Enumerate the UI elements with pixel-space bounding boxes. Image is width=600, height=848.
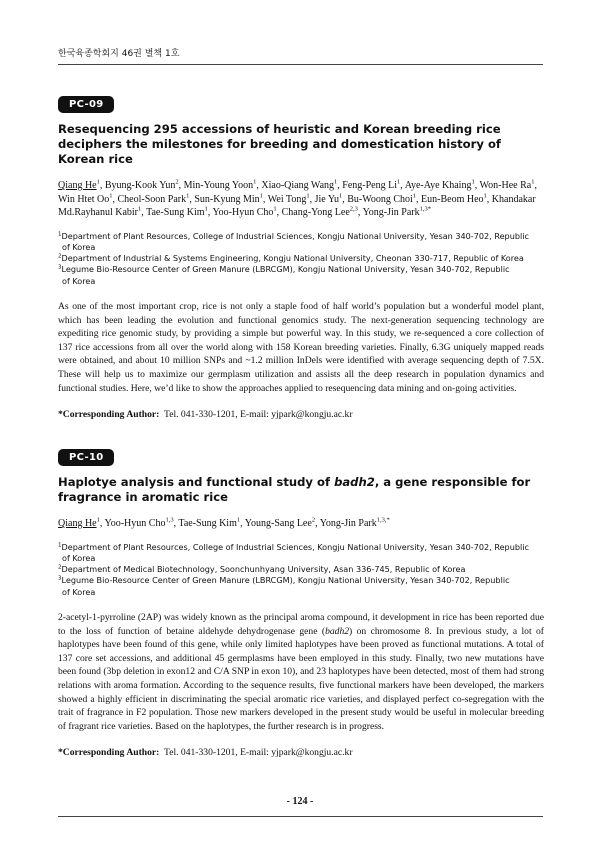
section-tag: PC-09 (58, 96, 114, 113)
paper-title: Haplotye analysis and functional study of badh2, a gene responsible for fragrance in aromatic rice (58, 475, 531, 504)
running-head: 한국육종학회지 46권 별책 1호 (58, 49, 180, 59)
header-divider (58, 64, 543, 65)
corresponding-author: *Corresponding Author: Tel. 041-330-1201, E-mail: yjpark@kongju.ac.kr (58, 747, 353, 759)
affiliation-1: $^1$Department of Plant Resources, College of Industrial Sciences, Kongju National University, Yesan 340-702, Republic of Korea (58, 541, 529, 563)
author-name: Yong-Jin Park$^{1,3*}$ (362, 205, 431, 218)
author-name: Chang-Yong Lee$^{2,3}$ (281, 205, 358, 218)
author-name: Qiang He$^1$ (58, 178, 100, 191)
author-name: Yoo-Hyun Cho$^{1,3}$ (104, 516, 174, 529)
author-name: Wei Tong$^1$ (267, 192, 310, 205)
affiliation-3: $^3$Legume Bio-Resource Center of Green Manure (LBRCGM), Kongju National University, Yesan 340-702, Republic of Korea (58, 264, 510, 286)
paper-title: Resequencing 295 accessions of heuristic and Korean breeding rice deciphers the milestones for breeding and domestication history of Korean rice (58, 122, 501, 166)
corresponding-author: *Corresponding Author: Tel. 041-330-1201, E-mail: yjpark@kongju.ac.kr (58, 409, 353, 421)
author-name: Sun-Kyung Min$^1$ (194, 192, 263, 205)
author-name: Young-Sang Lee$^2$ (244, 516, 316, 529)
footer-divider (58, 816, 543, 817)
author-name: Qiang He$^1$ (58, 516, 100, 529)
author-name: Xiao-Qiang Wang$^1$ (261, 178, 338, 191)
abstract-section-pc10 (58, 447, 544, 758)
author-name: Win Htet Oo$^1$ (58, 192, 113, 205)
author-name: Yong-Jin Park$^{1,3,*}$ (319, 516, 390, 529)
author-name: Khandakar Md.Rayhanul Kabir$^1$ (58, 193, 536, 218)
affiliation-2: $^2$Department of Medical Biotechnology, Soonchunhyang University, Asan 336-745, Republic of Korea (58, 564, 466, 575)
page-number: - 124 - (286, 796, 314, 807)
author-name: Tae-Sung Kim$^1$ (146, 205, 208, 218)
author-name: Yoo-Hyun Cho$^1$ (212, 205, 277, 218)
abstract-section-pc09 (58, 94, 544, 420)
author-name: Cheol-Soon Park$^1$ (117, 192, 190, 205)
author-name: Min-Young Yoon$^1$ (183, 178, 257, 191)
author-name: Byung-Kook Yun$^2$ (104, 178, 179, 191)
section-tag: PC-10 (58, 449, 114, 466)
author-name: Tae-Sung Kim$^1$ (178, 516, 241, 529)
affiliation-3: $^3$Legume Bio-Resource Center of Green Manure (LBRCGM), Kongju National University, Yesan 340-702, Republic of Korea (58, 575, 510, 597)
author-list: Qiang He$^1$, Yoo-Hyun Cho$^{1,3}$, Tae-Sung Kim$^1$, Young-Sang Lee$^2$, Yong-Jin Park$^{1,3,*}$ (58, 516, 390, 529)
affiliation-2: $^2$Department of Industrial & Systems Engineering, Kongju National University, Cheonan 330-717, Republic of Korea (58, 253, 524, 264)
author-name: Won-Hee Ra$^1$ (479, 178, 535, 191)
affiliation-list (58, 231, 544, 287)
affiliation-list (58, 542, 544, 598)
affiliation-1: $^1$Department of Plant Resources, College of Industrial Sciences, Kongju National University, Yesan 340-702, Republic of Korea (58, 230, 529, 252)
author-name: Bu-Woong Choi$^1$ (347, 192, 417, 205)
author-list: Qiang He$^1$, Byung-Kook Yun$^2$, Min-Young Yoon$^1$, Xiao-Qiang Wang$^1$, Feng-Peng Li$^1$, Aye-Aye Khaing$^1$, Won-Hee Ra$^1$, Win Htet Oo$^1$, Cheol-Soon Park$^1$, Sun-Kyung Min$^1$, Wei Tong$^1$, Jie Yu$^1$, Bu-Woong Choi$^1$, Eun-Beom Heo$^1$, Khandakar Md.Rayhanul Kabir$^1$, Tae-Sung Kim$^1$, Yoo-Hyun Cho$^1$, Chang-Yong Lee$^{2,3}$, Yong-Jin Park$^{1,3*}$ (58, 178, 537, 218)
abstract-body: 2-acetyl-1-pyrroline (2AP) was widely known as the principal aroma compound, it development in rice has been reported due to the loss of function of betaine aldehyde dehydrogenase gene (badh2) on chromosome 8. In previous study, a lot of haplotypes have been found of this gene, while only limited haplotypes have been proved as functional mutations. A total of 137 core set accessions, and additional 45 germplasms have been employed in this study. Finally, two new mutations have been found (3bp deletion in exon12 and C/A SNP in exon 10), and 23 haplotypes have been detected, most of them had strong relations with aroma formation. According to the sequence results, five functional markers have been developed, the markers showed a highly efficient in discriminating the special aromatic rice varieties, and displayed perfect co-segregation with the trait of fragrance in F2 population. Those new markers developed in the present study would be useful in molecular breeding of fragrant rice varieties. Based on the haplotypes, the further research is in progress. (58, 611, 544, 732)
author-name: Eun-Beom Heo$^1$ (421, 192, 487, 205)
author-name: Feng-Peng Li$^1$ (342, 178, 401, 191)
abstract-body: As one of the most important crop, rice is not only a staple food of half world’s population but a wonderful model plant, which has been leading the evolution and functional genomics study. The next-generation sequencing technology are expediting rice genomic study, by providing a simple but powerful way. In this study, we re-sequenced a core collection of 137 rice accessions from all over the world along with 158 Korean breeding varieties. Finally, 6.3G uniquely mapped reads were obtained, and about 10 million SNPs and ~1.2 million InDels were identified with average sequencing depth of 7.5X. These will help us to maximize our germplasm utilization and assists all the deep research in population dynamics and functional studies. Here, we’d like to show the approaches applied to resequencing data mining and on-going activities. (58, 300, 544, 394)
author-name: Jie Yu$^1$ (314, 192, 343, 205)
author-name: Aye-Aye Khaing$^1$ (404, 178, 475, 191)
